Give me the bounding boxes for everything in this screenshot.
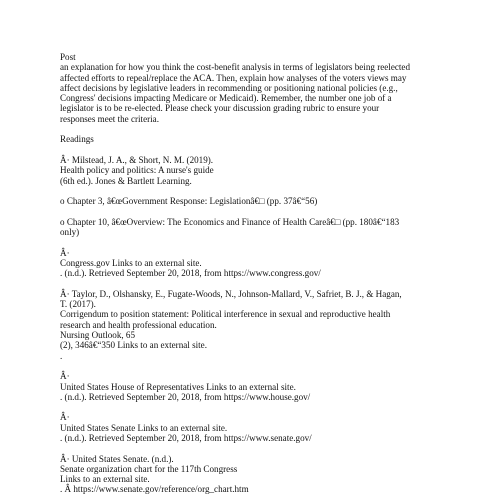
- text-line: Senate organization chart for the 117th Congress: [60, 463, 238, 474]
- reference-senate: [60, 412, 480, 443]
- readings-heading: [60, 134, 480, 144]
- document-body: [60, 52, 480, 495]
- text-line: (6th ed.). Jones & Bartlett Learning.: [60, 175, 192, 186]
- paragraph-gap: [60, 206, 480, 216]
- text-line: Â·: [60, 371, 70, 382]
- text-line: an explanation for how you think the cost-benefit analysis in terms of legislators being reelected: [60, 62, 411, 73]
- paragraph-gap: [60, 361, 480, 371]
- text-line: .: [60, 350, 63, 361]
- paragraph-gap: [60, 402, 480, 412]
- paragraph-gap: [60, 124, 480, 134]
- reference-senate-org-chart: [60, 454, 480, 495]
- text-line: Nursing Outlook, 65: [60, 330, 136, 341]
- text-line: legislator is to be re-elected. Please check your discussion grading rubric to ensure your: [60, 103, 380, 114]
- text-line: Links to an external site.: [60, 474, 150, 485]
- text-line: affected efforts to repeal/replace the ACA. Then, explain how analyses of the voters views may: [60, 72, 407, 83]
- text-line: Readings: [60, 134, 94, 145]
- reference-milstead: [60, 155, 480, 186]
- text-line: Â· Milstead, J. A., & Short, N. M. (2019).: [60, 154, 214, 165]
- text-line: Congress' decisions impacting Medicare or Medicaid). Remember, the number one job of a: [60, 93, 392, 104]
- reference-house: [60, 371, 480, 402]
- reference-chapter-10: [60, 217, 480, 238]
- text-line: o Chapter 10, â€œOverview: The Economics and Finance of Health Careâ€□ (pp. 180â€“183: [60, 216, 400, 227]
- reference-taylor: [60, 289, 480, 361]
- text-line: . (n.d.). Retrieved September 20, 2018, from https://www.senate.gov/: [60, 432, 312, 443]
- text-line: Â·: [60, 247, 70, 258]
- text-line: Â· Taylor, D., Olshansky, E., Fugate-Woods, N., Johnson-Mallard, V., Safriet, B. J., & Hagan,: [60, 288, 402, 299]
- paragraph-gap: [60, 443, 480, 453]
- text-line: o Chapter 3, â€œGovernment Response: Legislationâ€□ (pp. 37â€“56): [60, 196, 318, 207]
- paragraph-gap: [60, 145, 480, 155]
- text-line: Â· United States Senate. (n.d.).: [60, 453, 174, 464]
- text-line: . (n.d.). Retrieved September 20, 2018, from https://www.congress.gov/: [60, 268, 321, 279]
- text-line: (2), 346â€“350 Links to an external site.: [60, 340, 207, 351]
- text-line: Health policy and politics: A nurse's guide: [60, 165, 214, 176]
- paragraph-gap: [60, 279, 480, 289]
- text-line: United States House of Representatives Links to an external site.: [60, 381, 296, 392]
- text-line: only): [60, 227, 80, 238]
- post-paragraph: [60, 52, 480, 124]
- reference-congress: [60, 248, 480, 279]
- paragraph-gap: [60, 237, 480, 247]
- text-line: Â·: [60, 412, 70, 423]
- paragraph-gap: [60, 186, 480, 196]
- text-line: T. (2017).: [60, 299, 96, 310]
- text-line: Congress.gov Links to an external site.: [60, 257, 202, 268]
- reference-chapter-3: [60, 196, 480, 206]
- text-line: responses meet the criteria.: [60, 113, 159, 124]
- text-line: affect decisions by legislative leaders in recommending or positioning national policies (e.g.,: [60, 82, 398, 93]
- text-line: . (n.d.). Retrieved September 20, 2018, from https://www.house.gov/: [60, 391, 311, 402]
- text-line: research and health professional education.: [60, 319, 217, 330]
- text-line: . Â https://www.senate.gov/reference/org_chart.htm: [60, 484, 249, 495]
- text-line: Post: [60, 52, 76, 62]
- text-line: United States Senate Links to an external site.: [60, 422, 228, 433]
- text-line: Corrigendum to position statement: Political interference in sexual and reproductive health: [60, 309, 391, 320]
